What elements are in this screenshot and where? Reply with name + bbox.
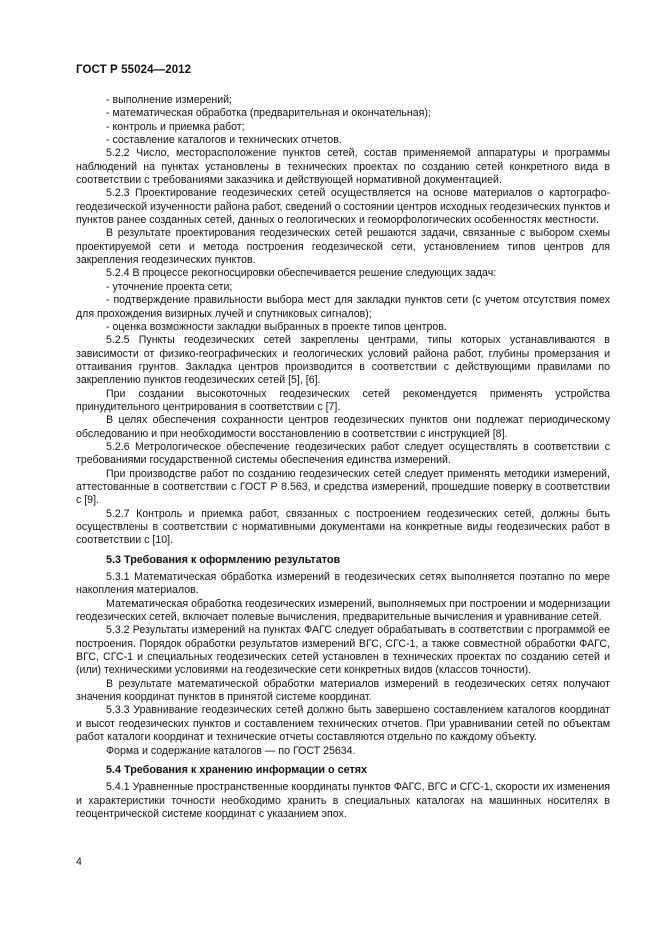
paragraph-5-3-3: 5.3.3 Уравнивание геодезических сетей должно быть завершено составлением каталогов координат и высот геодезических пунктов и составлением технических отчетов. При уравнивании сетей по объектам работ каталоги координат и технические отчеты составляются отдельно по каждому объекту. xyxy=(76,704,610,744)
paragraph-5-2-5: 5.2.5 Пункты геодезических сетей закреплены центрами, типы которых устанавливаются в зависимости от физико-географических и геологических условий района работ, глубины промерзания и оттаивания грунтов. Закладка центров производится в соответствии с действующими правилами по закреплению пунктов геодезических сетей [5], [6]. xyxy=(76,334,610,387)
document-body xyxy=(76,94,610,821)
page-number: 4 xyxy=(76,856,82,868)
list-item: - составление каталогов и технических отчетов. xyxy=(106,134,342,147)
list-item: - уточнение проекта сети; xyxy=(106,280,233,293)
list-item: - математическая обработка (предварительная и окончательная); xyxy=(106,107,431,120)
paragraph: При производстве работ по созданию геодезических сетей следует применять методики измерений, аттестованные в соответствии с ГОСТ Р 8.563, и средства измерений, прошедшие поверку в соответствии с [9]. xyxy=(76,467,610,507)
paragraph-5-2-7: 5.2.7 Контроль и приемка работ, связанных с построением геодезических сетей, должны быть осуществлены в соответствии с нормативными документами на конкретные виды геодезических работ в соответствии с [10]. xyxy=(76,507,610,547)
paragraph: Форма и содержание каталогов — по ГОСТ 25634. xyxy=(106,744,356,757)
paragraph-5-2-3: 5.2.3 Проектирование геодезических сетей осуществляется на основе материалов о картографо-геодезической изученности района работ, сведений о состоянии центров исходных геодезических пунктов и пунктов ранее созданных сетей, данных о геологических и геоморфологических особенностях местности. xyxy=(76,187,610,227)
paragraph-5-3-2: 5.3.2 Результаты измерений на пунктах ФАГС следует обрабатывать в соответствии с программой ее построения. Порядок обработки результатов измерений ВГС, СГС-1, а также совместной обработки ФАГС, ВГС, СГС-1 и специальных геодезических сетей установлен в технических проектах по созданию сетей и (или) техническими условиями на геодезические сети конкретных видов (классов точности). xyxy=(76,624,610,677)
list-item: - контроль и приемка работ; xyxy=(106,120,245,133)
list-item: - оценка возможности закладки выбранных в проекте типов центров. xyxy=(106,320,447,333)
paragraph: При создании высокоточных геодезических сетей рекомендуется применять устройства принудительного центрирования в соответствии с [7]. xyxy=(76,387,610,413)
list-item: - подтверждение правильности выбора мест для закладки пунктов сети (с учетом отсутствия помех для прохождения визирных лучей и спутниковых сигналов); xyxy=(76,294,610,320)
paragraph-5-4-1: 5.4.1 Уравненные пространственные координаты пунктов ФАГС, ВГС и СГС-1, скорости их изменения и характеристики точности необходимо хранить в специальных каталогах на машинных носителях в геоцентрической системе координат с указанием эпох. xyxy=(76,781,610,820)
paragraph-5-3-1: 5.3.1 Математическая обработка измерений в геодезических сетях выполняется поэтапно по мере накопления материалов. xyxy=(76,571,610,597)
section-heading-5-3: 5.3 Требования к оформлению результатов xyxy=(106,553,341,566)
paragraph: Математическая обработка геодезических измерений, выполняемых при построении и модернизации геодезических сетей, включает полевые вычисления, предварительные вычисления и уравнивание сетей. xyxy=(76,597,610,624)
paragraph: В результате проектирования геодезических сетей решаются задачи, связанные с выбором схемы проектируемой сети и метода построения геодезической сети, установлением типов центров для закрепления геодезических пунктов. xyxy=(76,227,610,267)
list-item: - выполнение измерений; xyxy=(106,94,232,106)
paragraph-5-2-6: 5.2.6 Метрологическое обеспечение геодезических работ следует осуществлять в соответствии с требованиями государственной системы обеспечения единства измерений. xyxy=(76,440,610,467)
paragraph: В целях обеспечения сохранности центров геодезических пунктов они подлежат периодическому обследованию и при необходимости восстановлению в соответствии с инструкцией [8]. xyxy=(76,414,610,440)
paragraph-5-2-4: 5.2.4 В процессе рекогносцировки обеспечивается решение следующих задач: xyxy=(106,267,497,280)
document-header: ГОСТ Р 55024—2012 xyxy=(76,64,192,76)
section-heading-5-4: 5.4 Требования к хранению информации о сетях xyxy=(106,763,368,776)
paragraph: В результате математической обработки материалов измерений в геодезических сетях получают значения координат пунктов в принятой системе координат. xyxy=(76,677,610,704)
paragraph-5-2-2: 5.2.2 Число, месторасположение пунктов сетей, состав применяемой аппаратуры и программы наблюдений на пунктах установлены в технических проектах по созданию сетей конкретного вида в соответствии с требованиями заказчика и действующей нормативной документацией. xyxy=(76,147,610,187)
